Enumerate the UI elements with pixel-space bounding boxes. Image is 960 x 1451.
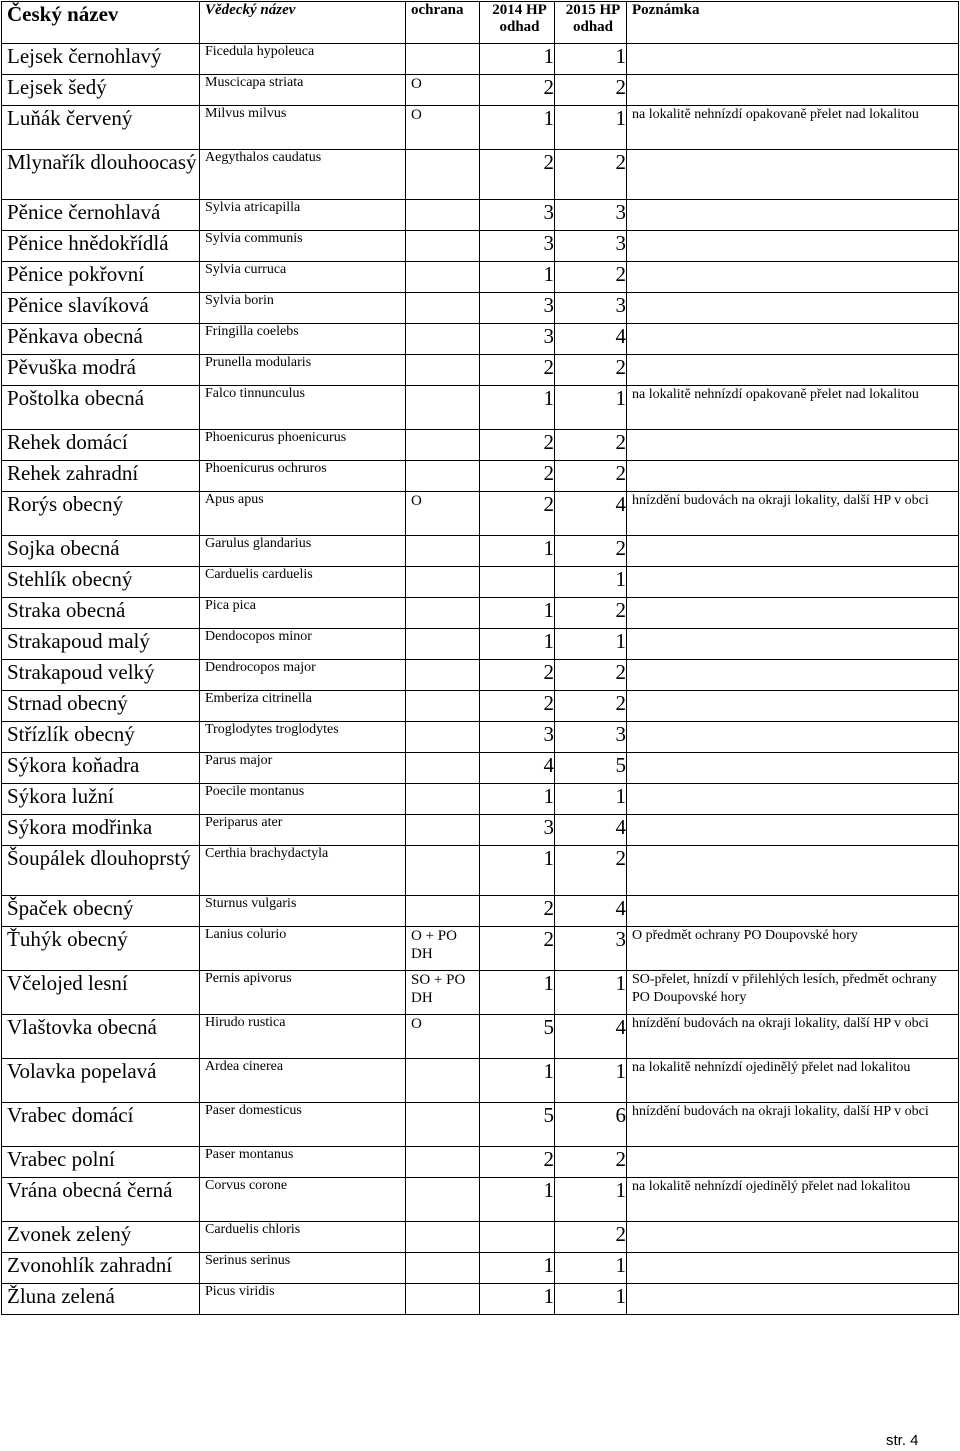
count-2014-cell: 2: [480, 75, 555, 106]
table-row: [2, 324, 959, 355]
scientific-name-cell: Ficedula hypoleuca: [200, 44, 406, 75]
count-2015-cell: 2: [555, 430, 627, 461]
table-row: [2, 75, 959, 106]
count-2014-cell: 1: [480, 1059, 555, 1103]
note-cell: [627, 896, 959, 927]
count-2015-cell: 3: [555, 231, 627, 262]
czech-name-cell: Šoupálek dlouhoprstý: [2, 846, 200, 896]
count-2015-cell: 3: [555, 293, 627, 324]
count-2015-cell: 1: [555, 386, 627, 430]
count-2015-cell: 2: [555, 691, 627, 722]
count-2014-cell: 5: [480, 1015, 555, 1059]
czech-name-cell: Volavka popelavá: [2, 1059, 200, 1103]
count-2014-cell: 3: [480, 722, 555, 753]
count-2014-cell: 2: [480, 691, 555, 722]
czech-name-cell: Poštolka obecná: [2, 386, 200, 430]
count-2014-cell: 3: [480, 200, 555, 231]
count-2014-cell: [480, 1222, 555, 1253]
czech-name-cell: Pěvuška modrá: [2, 355, 200, 386]
scientific-name-cell: Prunella modularis: [200, 355, 406, 386]
protection-cell: [406, 1222, 480, 1253]
table-row: [2, 355, 959, 386]
count-2015-cell: 1: [555, 1178, 627, 1222]
count-2015-cell: 2: [555, 150, 627, 200]
table-row: [2, 896, 959, 927]
protection-cell: O + PO DH: [406, 927, 480, 971]
protection-cell: [406, 355, 480, 386]
protection-cell: O: [406, 106, 480, 150]
table-row: [2, 430, 959, 461]
count-2015-cell: 3: [555, 927, 627, 971]
note-cell: [627, 461, 959, 492]
czech-name-cell: Ťuhýk obecný: [2, 927, 200, 971]
note-cell: SO-přelet, hnízdí v přilehlých lesích, předmět ochrany PO Doupovské hory: [627, 971, 959, 1015]
scientific-name-cell: Paser montanus: [200, 1147, 406, 1178]
scientific-name-cell: Troglodytes troglodytes: [200, 722, 406, 753]
protection-cell: [406, 753, 480, 784]
count-2015-cell: 2: [555, 262, 627, 293]
note-cell: na lokalitě nehnízdí ojedinělý přelet nad lokalitou: [627, 1178, 959, 1222]
count-2015-cell: 1: [555, 567, 627, 598]
table-row: [2, 1147, 959, 1178]
count-2014-cell: 1: [480, 386, 555, 430]
protection-cell: [406, 1059, 480, 1103]
table-header-row: [2, 2, 959, 44]
note-cell: [627, 1147, 959, 1178]
note-cell: hnízdění budovách na okraji lokality, další HP v obci: [627, 1103, 959, 1147]
scientific-name-cell: Pica pica: [200, 598, 406, 629]
scientific-name-cell: Corvus corone: [200, 1178, 406, 1222]
scientific-name-cell: Sylvia atricapilla: [200, 200, 406, 231]
scientific-name-cell: Sylvia borin: [200, 293, 406, 324]
czech-name-cell: Pěnice černohlavá: [2, 200, 200, 231]
count-2015-cell: 2: [555, 660, 627, 691]
note-cell: [627, 200, 959, 231]
note-cell: [627, 150, 959, 200]
protection-cell: [406, 1253, 480, 1284]
note-cell: [627, 1284, 959, 1315]
table-row: [2, 106, 959, 150]
count-2014-cell: 2: [480, 896, 555, 927]
note-cell: [627, 44, 959, 75]
czech-name-cell: Pěnice slavíková: [2, 293, 200, 324]
protection-cell: [406, 660, 480, 691]
scientific-name-cell: Falco tinnunculus: [200, 386, 406, 430]
count-2015-cell: 2: [555, 1222, 627, 1253]
czech-name-cell: Luňák červený: [2, 106, 200, 150]
count-2014-cell: 2: [480, 355, 555, 386]
scientific-name-cell: Phoenicurus ochruros: [200, 461, 406, 492]
czech-name-cell: Sýkora modřinka: [2, 815, 200, 846]
note-cell: [627, 629, 959, 660]
scientific-name-cell: Periparus ater: [200, 815, 406, 846]
protection-cell: [406, 386, 480, 430]
note-cell: [627, 753, 959, 784]
czech-name-cell: Pěnkava obecná: [2, 324, 200, 355]
count-2015-cell: 1: [555, 1059, 627, 1103]
count-2014-cell: 3: [480, 324, 555, 355]
protection-cell: [406, 262, 480, 293]
table-row: [2, 231, 959, 262]
count-2014-cell: 1: [480, 106, 555, 150]
scientific-name-cell: Parus major: [200, 753, 406, 784]
protection-cell: [406, 200, 480, 231]
count-2015-cell: 1: [555, 629, 627, 660]
czech-name-cell: Stehlík obecný: [2, 567, 200, 598]
czech-name-cell: Střízlík obecný: [2, 722, 200, 753]
count-2014-cell: [480, 567, 555, 598]
czech-name-cell: Lejsek šedý: [2, 75, 200, 106]
header-protection: ochrana: [406, 2, 480, 44]
protection-cell: [406, 1103, 480, 1147]
count-2015-cell: 2: [555, 75, 627, 106]
protection-cell: [406, 324, 480, 355]
protection-cell: [406, 598, 480, 629]
protection-cell: [406, 567, 480, 598]
count-2015-cell: 4: [555, 492, 627, 536]
table-row: [2, 386, 959, 430]
table-row: [2, 691, 959, 722]
count-2015-cell: 3: [555, 200, 627, 231]
protection-cell: [406, 722, 480, 753]
scientific-name-cell: Sylvia curruca: [200, 262, 406, 293]
czech-name-cell: Straka obecná: [2, 598, 200, 629]
table-row: [2, 1178, 959, 1222]
table-body: [2, 44, 959, 1315]
count-2014-cell: 1: [480, 536, 555, 567]
czech-name-cell: Strnad obecný: [2, 691, 200, 722]
count-2015-cell: 4: [555, 324, 627, 355]
count-2014-cell: 1: [480, 598, 555, 629]
note-cell: [627, 231, 959, 262]
note-cell: O předmět ochrany PO Doupovské hory: [627, 927, 959, 971]
note-cell: [627, 784, 959, 815]
header-scientific-name: Vědecký název: [200, 2, 406, 44]
scientific-name-cell: Milvus milvus: [200, 106, 406, 150]
note-cell: na lokalitě nehnízdí opakovaně přelet nad lokalitou: [627, 106, 959, 150]
count-2015-cell: 1: [555, 1284, 627, 1315]
table-row: [2, 722, 959, 753]
czech-name-cell: Zvonohlík zahradní: [2, 1253, 200, 1284]
protection-cell: [406, 150, 480, 200]
note-cell: [627, 722, 959, 753]
note-cell: [627, 1253, 959, 1284]
header-czech-name: Český název: [2, 2, 200, 44]
table-row: [2, 971, 959, 1015]
protection-cell: O: [406, 492, 480, 536]
czech-name-cell: Sýkora lužní: [2, 784, 200, 815]
scientific-name-cell: Apus apus: [200, 492, 406, 536]
table-row: [2, 784, 959, 815]
protection-cell: [406, 815, 480, 846]
czech-name-cell: Pěnice pokřovní: [2, 262, 200, 293]
count-2014-cell: 3: [480, 815, 555, 846]
table-row: [2, 150, 959, 200]
count-2015-cell: 3: [555, 722, 627, 753]
table-row: [2, 815, 959, 846]
count-2015-cell: 1: [555, 784, 627, 815]
scientific-name-cell: Carduelis chloris: [200, 1222, 406, 1253]
table-row: [2, 846, 959, 896]
table-row: [2, 536, 959, 567]
czech-name-cell: Vrabec domácí: [2, 1103, 200, 1147]
table-row: [2, 1059, 959, 1103]
table-row: [2, 200, 959, 231]
protection-cell: [406, 461, 480, 492]
table-row: [2, 293, 959, 324]
count-2015-cell: 2: [555, 598, 627, 629]
table-row: [2, 629, 959, 660]
scientific-name-cell: Fringilla coelebs: [200, 324, 406, 355]
scientific-name-cell: Poecile montanus: [200, 784, 406, 815]
scientific-name-cell: Sturnus vulgaris: [200, 896, 406, 927]
scientific-name-cell: Garulus glandarius: [200, 536, 406, 567]
scientific-name-cell: Carduelis carduelis: [200, 567, 406, 598]
protection-cell: [406, 44, 480, 75]
table-row: [2, 1284, 959, 1315]
count-2014-cell: 2: [480, 461, 555, 492]
species-table: [1, 1, 959, 1315]
scientific-name-cell: Dendrocopos major: [200, 660, 406, 691]
note-cell: [627, 846, 959, 896]
note-cell: hnízdění budovách na okraji lokality, další HP v obci: [627, 1015, 959, 1059]
protection-cell: [406, 896, 480, 927]
czech-name-cell: Sýkora koňadra: [2, 753, 200, 784]
count-2015-cell: 1: [555, 106, 627, 150]
scientific-name-cell: Aegythalos caudatus: [200, 150, 406, 200]
czech-name-cell: Špaček obecný: [2, 896, 200, 927]
count-2015-cell: 6: [555, 1103, 627, 1147]
czech-name-cell: Vrabec polní: [2, 1147, 200, 1178]
protection-cell: O: [406, 1015, 480, 1059]
scientific-name-cell: Sylvia communis: [200, 231, 406, 262]
count-2015-cell: 1: [555, 971, 627, 1015]
count-2015-cell: 2: [555, 536, 627, 567]
scientific-name-cell: Muscicapa striata: [200, 75, 406, 106]
protection-cell: [406, 1284, 480, 1315]
count-2015-cell: 2: [555, 461, 627, 492]
count-2014-cell: 2: [480, 927, 555, 971]
scientific-name-cell: Phoenicurus phoenicurus: [200, 430, 406, 461]
note-cell: hnízdění budovách na okraji lokality, další HP v obci: [627, 492, 959, 536]
table-row: [2, 1253, 959, 1284]
table-row: [2, 598, 959, 629]
table-row: [2, 461, 959, 492]
czech-name-cell: Sojka obecná: [2, 536, 200, 567]
count-2014-cell: 3: [480, 293, 555, 324]
count-2014-cell: 4: [480, 753, 555, 784]
count-2014-cell: 1: [480, 1253, 555, 1284]
protection-cell: [406, 784, 480, 815]
czech-name-cell: Vrána obecná černá: [2, 1178, 200, 1222]
protection-cell: [406, 231, 480, 262]
note-cell: na lokalitě nehnízdí opakovaně přelet nad lokalitou: [627, 386, 959, 430]
scientific-name-cell: Emberiza citrinella: [200, 691, 406, 722]
count-2015-cell: 4: [555, 815, 627, 846]
scientific-name-cell: Certhia brachydactyla: [200, 846, 406, 896]
scientific-name-cell: Serinus serinus: [200, 1253, 406, 1284]
scientific-name-cell: Ardea cinerea: [200, 1059, 406, 1103]
czech-name-cell: Strakapoud malý: [2, 629, 200, 660]
note-cell: [627, 815, 959, 846]
note-cell: [627, 293, 959, 324]
protection-cell: [406, 629, 480, 660]
czech-name-cell: Lejsek černohlavý: [2, 44, 200, 75]
protection-cell: SO + PO DH: [406, 971, 480, 1015]
count-2014-cell: 2: [480, 1147, 555, 1178]
protection-cell: [406, 1178, 480, 1222]
note-cell: [627, 324, 959, 355]
czech-name-cell: Včelojed lesní: [2, 971, 200, 1015]
count-2014-cell: 1: [480, 846, 555, 896]
note-cell: [627, 1222, 959, 1253]
note-cell: [627, 262, 959, 293]
count-2014-cell: 2: [480, 150, 555, 200]
count-2014-cell: 2: [480, 430, 555, 461]
count-2015-cell: 4: [555, 896, 627, 927]
count-2015-cell: 2: [555, 1147, 627, 1178]
protection-cell: [406, 536, 480, 567]
count-2014-cell: 2: [480, 660, 555, 691]
count-2015-cell: 2: [555, 846, 627, 896]
table-row: [2, 262, 959, 293]
note-cell: [627, 430, 959, 461]
protection-cell: [406, 1147, 480, 1178]
header-2015: 2015 HP odhad: [555, 2, 627, 44]
count-2015-cell: 2: [555, 355, 627, 386]
count-2015-cell: 1: [555, 44, 627, 75]
protection-cell: [406, 430, 480, 461]
scientific-name-cell: Dendocopos minor: [200, 629, 406, 660]
header-2014: 2014 HP odhad: [480, 2, 555, 44]
czech-name-cell: Zvonek zelený: [2, 1222, 200, 1253]
czech-name-cell: Rehek domácí: [2, 430, 200, 461]
protection-cell: [406, 846, 480, 896]
czech-name-cell: Vlaštovka obecná: [2, 1015, 200, 1059]
count-2014-cell: 1: [480, 262, 555, 293]
czech-name-cell: Žluna zelená: [2, 1284, 200, 1315]
scientific-name-cell: Pernis apivorus: [200, 971, 406, 1015]
count-2014-cell: 1: [480, 629, 555, 660]
note-cell: [627, 75, 959, 106]
count-2014-cell: 1: [480, 1284, 555, 1315]
table-row: [2, 753, 959, 784]
note-cell: [627, 355, 959, 386]
count-2014-cell: 1: [480, 971, 555, 1015]
protection-cell: [406, 691, 480, 722]
protection-cell: [406, 293, 480, 324]
count-2014-cell: 3: [480, 231, 555, 262]
table-row: [2, 1222, 959, 1253]
table-row: [2, 1015, 959, 1059]
czech-name-cell: Mlynařík dlouhoocasý: [2, 150, 200, 200]
note-cell: [627, 598, 959, 629]
note-cell: [627, 536, 959, 567]
count-2014-cell: 1: [480, 1178, 555, 1222]
count-2014-cell: 2: [480, 492, 555, 536]
page-number: str. 4: [886, 1432, 919, 1449]
scientific-name-cell: Hirudo rustica: [200, 1015, 406, 1059]
czech-name-cell: Strakapoud velký: [2, 660, 200, 691]
count-2014-cell: 1: [480, 44, 555, 75]
header-note: Poznámka: [627, 2, 959, 44]
note-cell: na lokalitě nehnízdí ojedinělý přelet nad lokalitou: [627, 1059, 959, 1103]
note-cell: [627, 567, 959, 598]
table-row: [2, 927, 959, 971]
count-2014-cell: 1: [480, 784, 555, 815]
table-row: [2, 567, 959, 598]
czech-name-cell: Pěnice hnědokřídlá: [2, 231, 200, 262]
table-row: [2, 1103, 959, 1147]
note-cell: [627, 660, 959, 691]
count-2015-cell: 4: [555, 1015, 627, 1059]
protection-cell: O: [406, 75, 480, 106]
czech-name-cell: Rorýs obecný: [2, 492, 200, 536]
scientific-name-cell: Paser domesticus: [200, 1103, 406, 1147]
count-2015-cell: 1: [555, 1253, 627, 1284]
czech-name-cell: Rehek zahradní: [2, 461, 200, 492]
count-2014-cell: 5: [480, 1103, 555, 1147]
table-row: [2, 44, 959, 75]
note-cell: [627, 691, 959, 722]
count-2015-cell: 5: [555, 753, 627, 784]
table-row: [2, 492, 959, 536]
scientific-name-cell: Picus viridis: [200, 1284, 406, 1315]
table-row: [2, 660, 959, 691]
scientific-name-cell: Lanius colurio: [200, 927, 406, 971]
